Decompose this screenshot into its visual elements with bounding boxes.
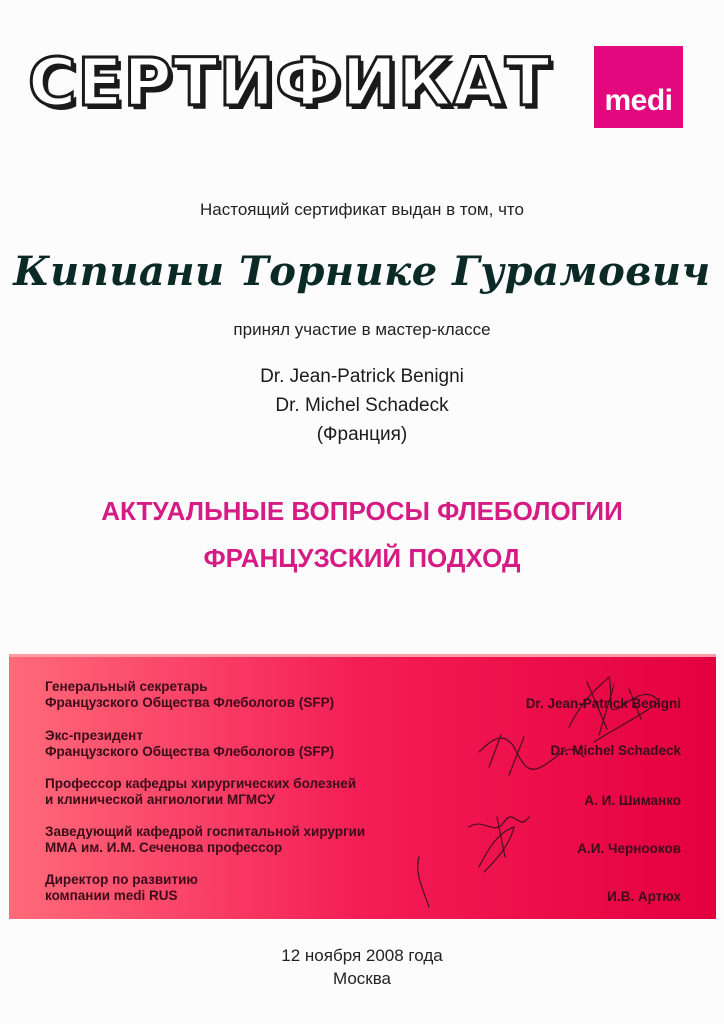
role-line: Директор по развитию — [45, 872, 198, 887]
role-line: Французского Общества Флебологов (SFP) — [45, 695, 335, 710]
signatory-5-role — [45, 872, 445, 904]
signatory-1-role — [45, 679, 445, 711]
role-line: и клинической ангиологии МГМСУ — [45, 792, 276, 807]
issue-date: 12 ноября 2008 года — [281, 946, 443, 965]
signatory-3-role — [45, 776, 445, 808]
role-line: Экс-президент — [45, 728, 143, 743]
instructor-country: (Франция) — [316, 424, 408, 445]
role-line: Генеральный секретарь — [45, 679, 208, 694]
recipient-name: Кипиани Торнике Гурамович — [13, 248, 711, 295]
signatory-4-role — [45, 824, 445, 856]
topic-line-2: ФРАНЦУЗСКИЙ ПОДХОД — [203, 543, 521, 573]
signatory-1-name: Dr. Jean-Patrick Benigni — [525, 696, 681, 711]
instructor-2: Dr. Michel Schadeck — [275, 395, 449, 416]
issue-city: Москва — [332, 969, 392, 988]
signatory-5-name: И.В. Артюх — [607, 889, 681, 904]
signatory-2-role — [45, 728, 445, 760]
topic-line-1: АКТУАЛЬНЫЕ ВОПРОСЫ ФЛЕБОЛОГИИ — [101, 496, 623, 526]
signatory-2-name: Dr. Michel Schadeck — [550, 743, 681, 758]
medi-logo — [594, 46, 683, 128]
signatory-3-name: А. И. Шиманко — [584, 793, 681, 808]
role-line: ММА им. И.М. Сеченова профессор — [45, 840, 283, 855]
role-line: Профессор кафедры хирургических болезней — [45, 776, 357, 791]
intro-text: Настоящий сертификат выдан в том, что — [200, 200, 524, 219]
certificate-title: СЕРТИФИКАТ — [28, 44, 551, 121]
role-line: Французского Общества Флебологов (SFP) — [45, 744, 335, 759]
role-line: компании medi RUS — [45, 888, 178, 903]
instructor-1: Dr. Jean-Patrick Benigni — [260, 366, 464, 387]
participation-text: принял участие в мастер-классе — [233, 320, 491, 339]
signatory-4-name: А.И. Чернооков — [577, 841, 681, 856]
medi-logo-text: medi — [604, 84, 673, 117]
role-line: Заведующий кафедрой госпитальной хирургии — [45, 824, 366, 839]
signatories-band — [9, 657, 716, 919]
